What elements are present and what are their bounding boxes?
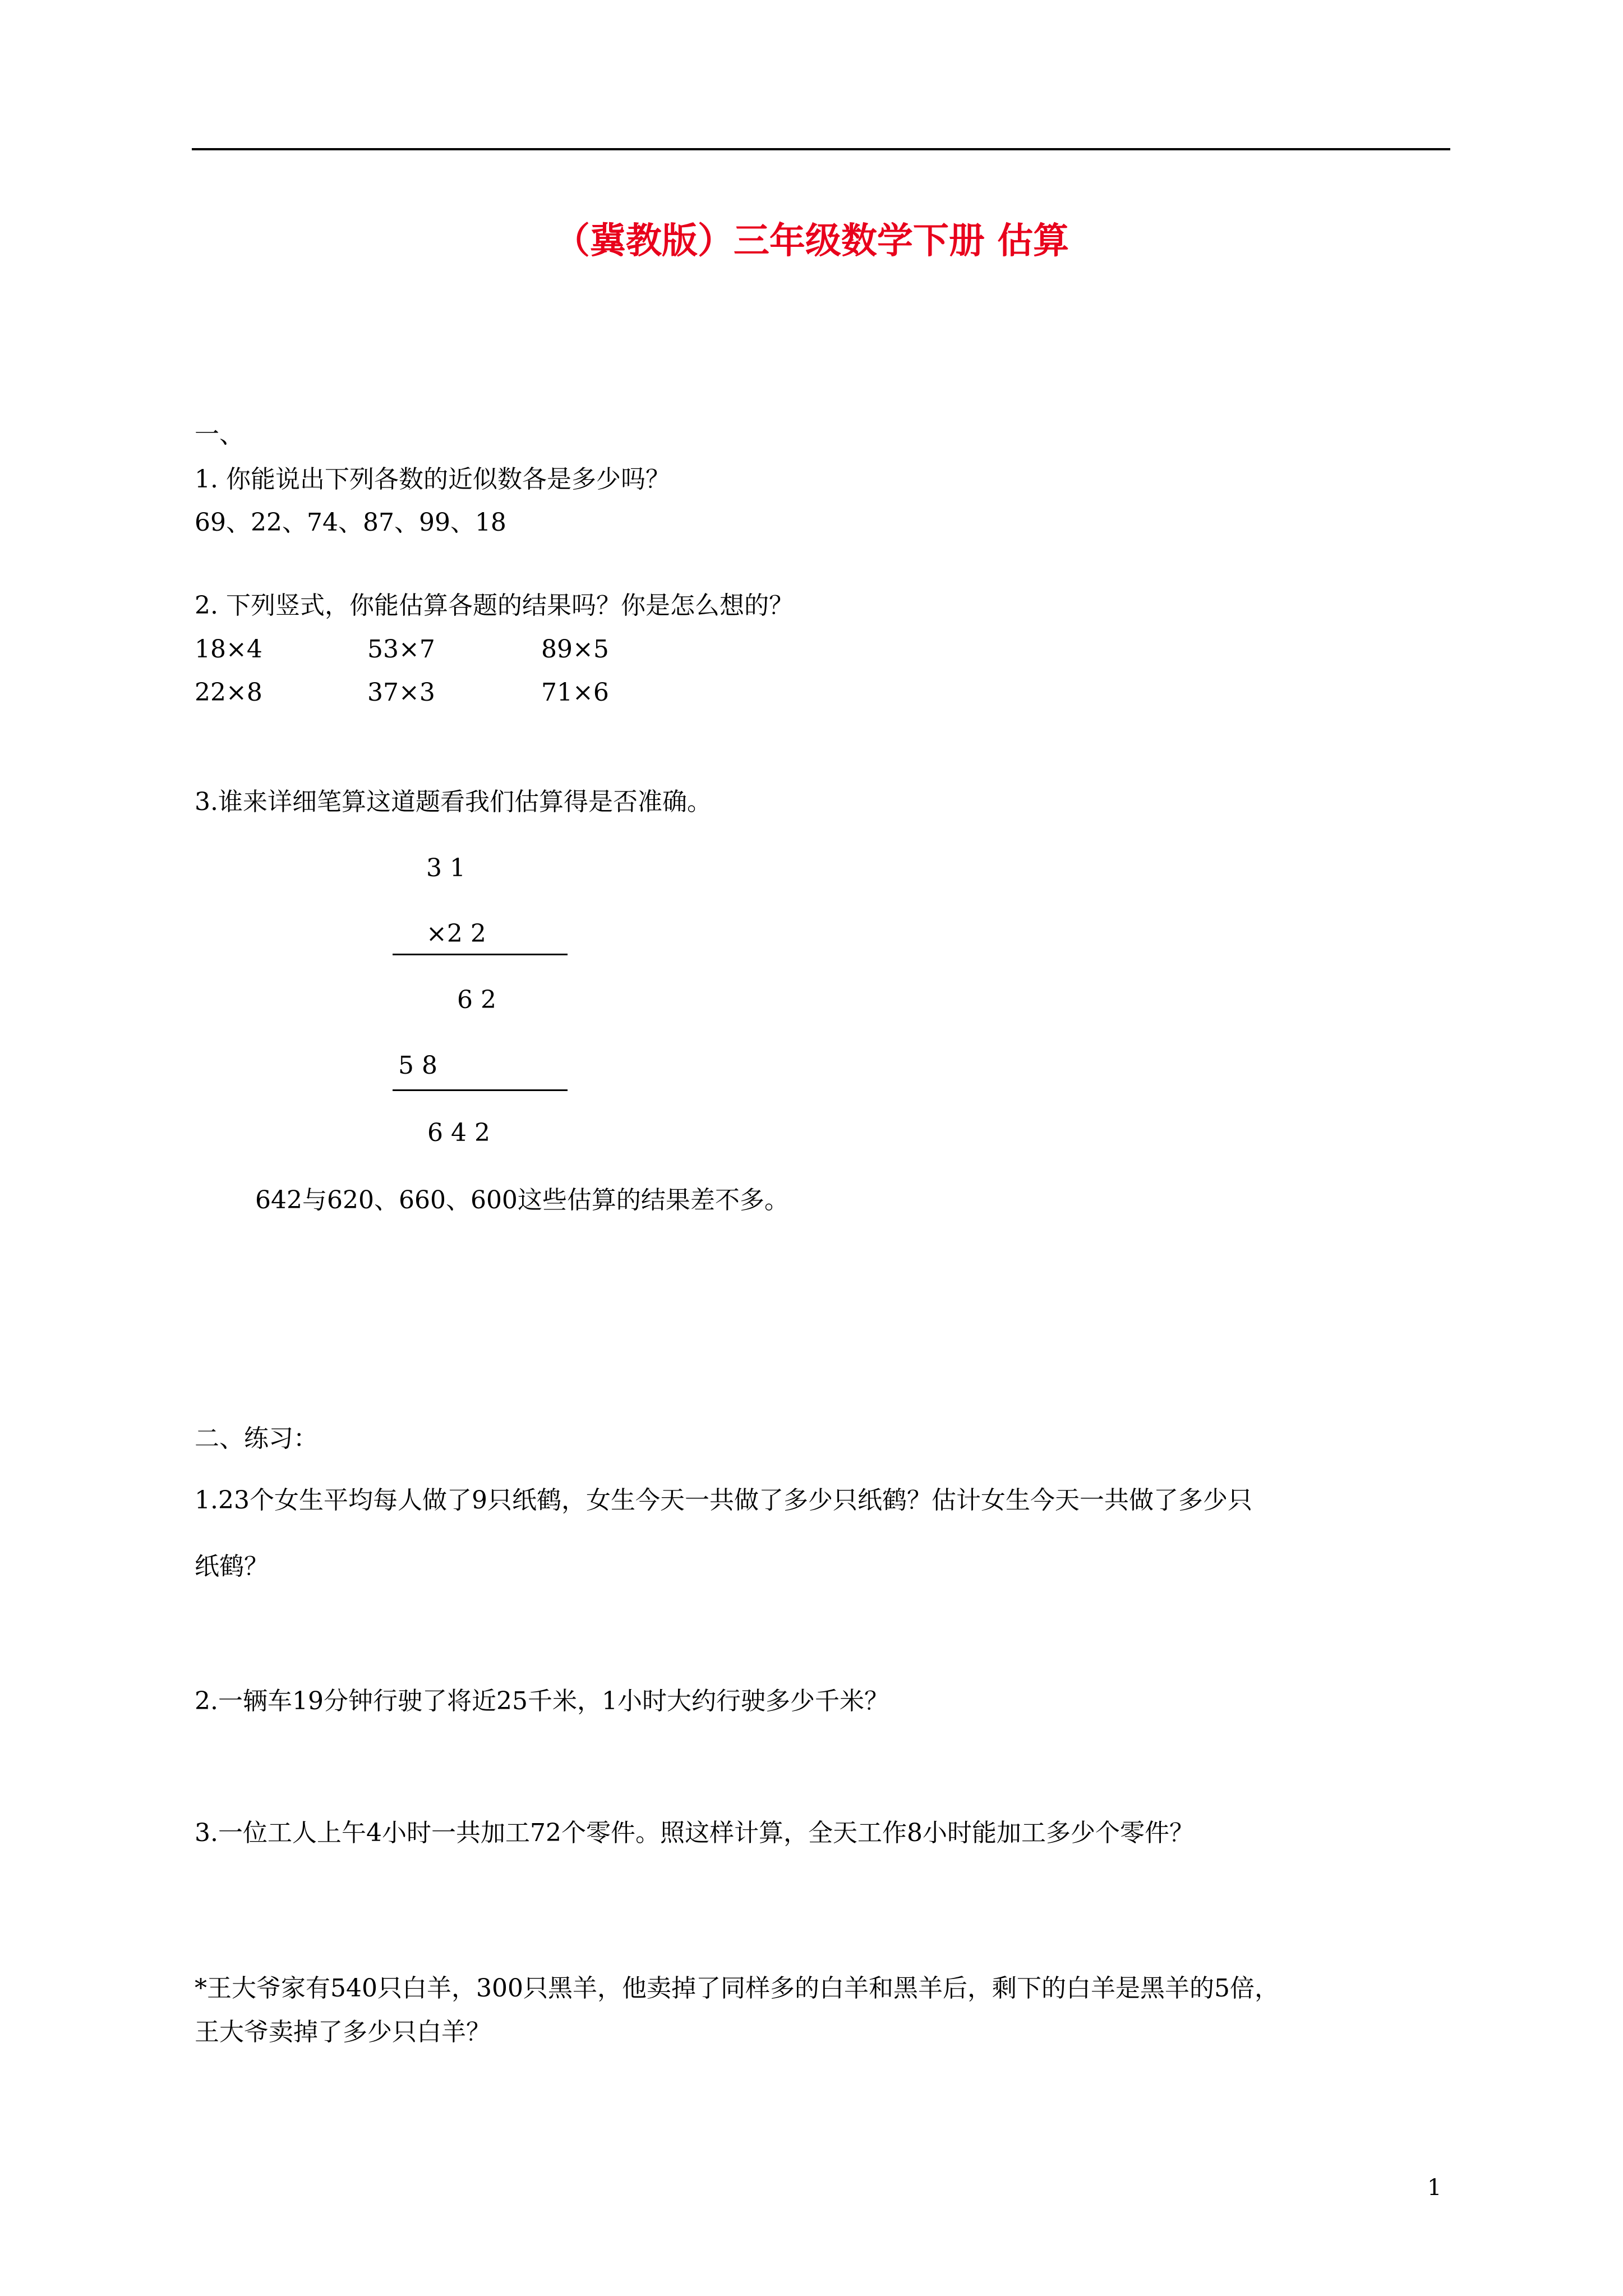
section2-heading: 二、练习：: [195, 1424, 318, 1453]
calc-partial-1: 6 2: [457, 986, 496, 1014]
q2-expr-2-3: 71×6: [541, 678, 609, 707]
calc-result: 6 4 2: [427, 1119, 490, 1147]
page-title: （冀教版）三年级数学下册 估算: [554, 220, 1069, 262]
q2-text: 2. 下列竖式，你能估算各题的结果吗？你是怎么想的？: [195, 591, 794, 620]
header-rule: [192, 148, 1450, 150]
practice-1-line-1: 1.23个女生平均每人做了9只纸鹤，女生今天一共做了多少只纸鹤？估计女生今天一共做了多少只: [195, 1486, 1252, 1515]
page-number: 1: [1427, 2175, 1442, 2201]
q2-expr-2-2: 37×3: [367, 678, 435, 707]
practice-1-line-2: 纸鹤？: [195, 1552, 269, 1581]
practice-4-line-2: 王大爷卖掉了多少只白羊？: [195, 2018, 491, 2046]
practice-3: 3.一位工人上午4小时一共加工72个零件。照这样计算，全天工作8小时能加工多少个零件？: [195, 1819, 1194, 1847]
q3-note: 642与620、660、600这些估算的结果差不多。: [255, 1186, 789, 1214]
calc-rule-2: [393, 1089, 568, 1091]
practice-4-line-1: *王大爷家有540只白羊，300只黑羊，他卖掉了同样多的白羊和黑羊后，剩下的白羊是黑羊的5倍，: [195, 1974, 1279, 2003]
calc-multiplicand: 3 1: [426, 854, 465, 882]
q3-text: 3.谁来详细笔算这道题看我们估算得是否准确。: [195, 788, 712, 816]
q2-expr-2-1: 22×8: [195, 678, 262, 707]
q2-expr-1-1: 18×4: [195, 635, 262, 664]
q1-numbers: 69、22、74、87、99、18: [195, 508, 506, 537]
calc-multiplier: ×2 2: [426, 919, 486, 948]
q2-expr-1-2: 53×7: [367, 635, 435, 664]
calc-rule-1: [393, 954, 568, 955]
section1-heading: 一、: [195, 420, 244, 449]
practice-2: 2.一辆车19分钟行驶了将近25千米，1小时大约行驶多少千米？: [195, 1687, 889, 1715]
q2-expr-1-3: 89×5: [541, 635, 609, 664]
calc-partial-2: 5 8: [398, 1051, 437, 1080]
q1-text: 1. 你能说出下列各数的近似数各是多少吗？: [195, 465, 670, 494]
